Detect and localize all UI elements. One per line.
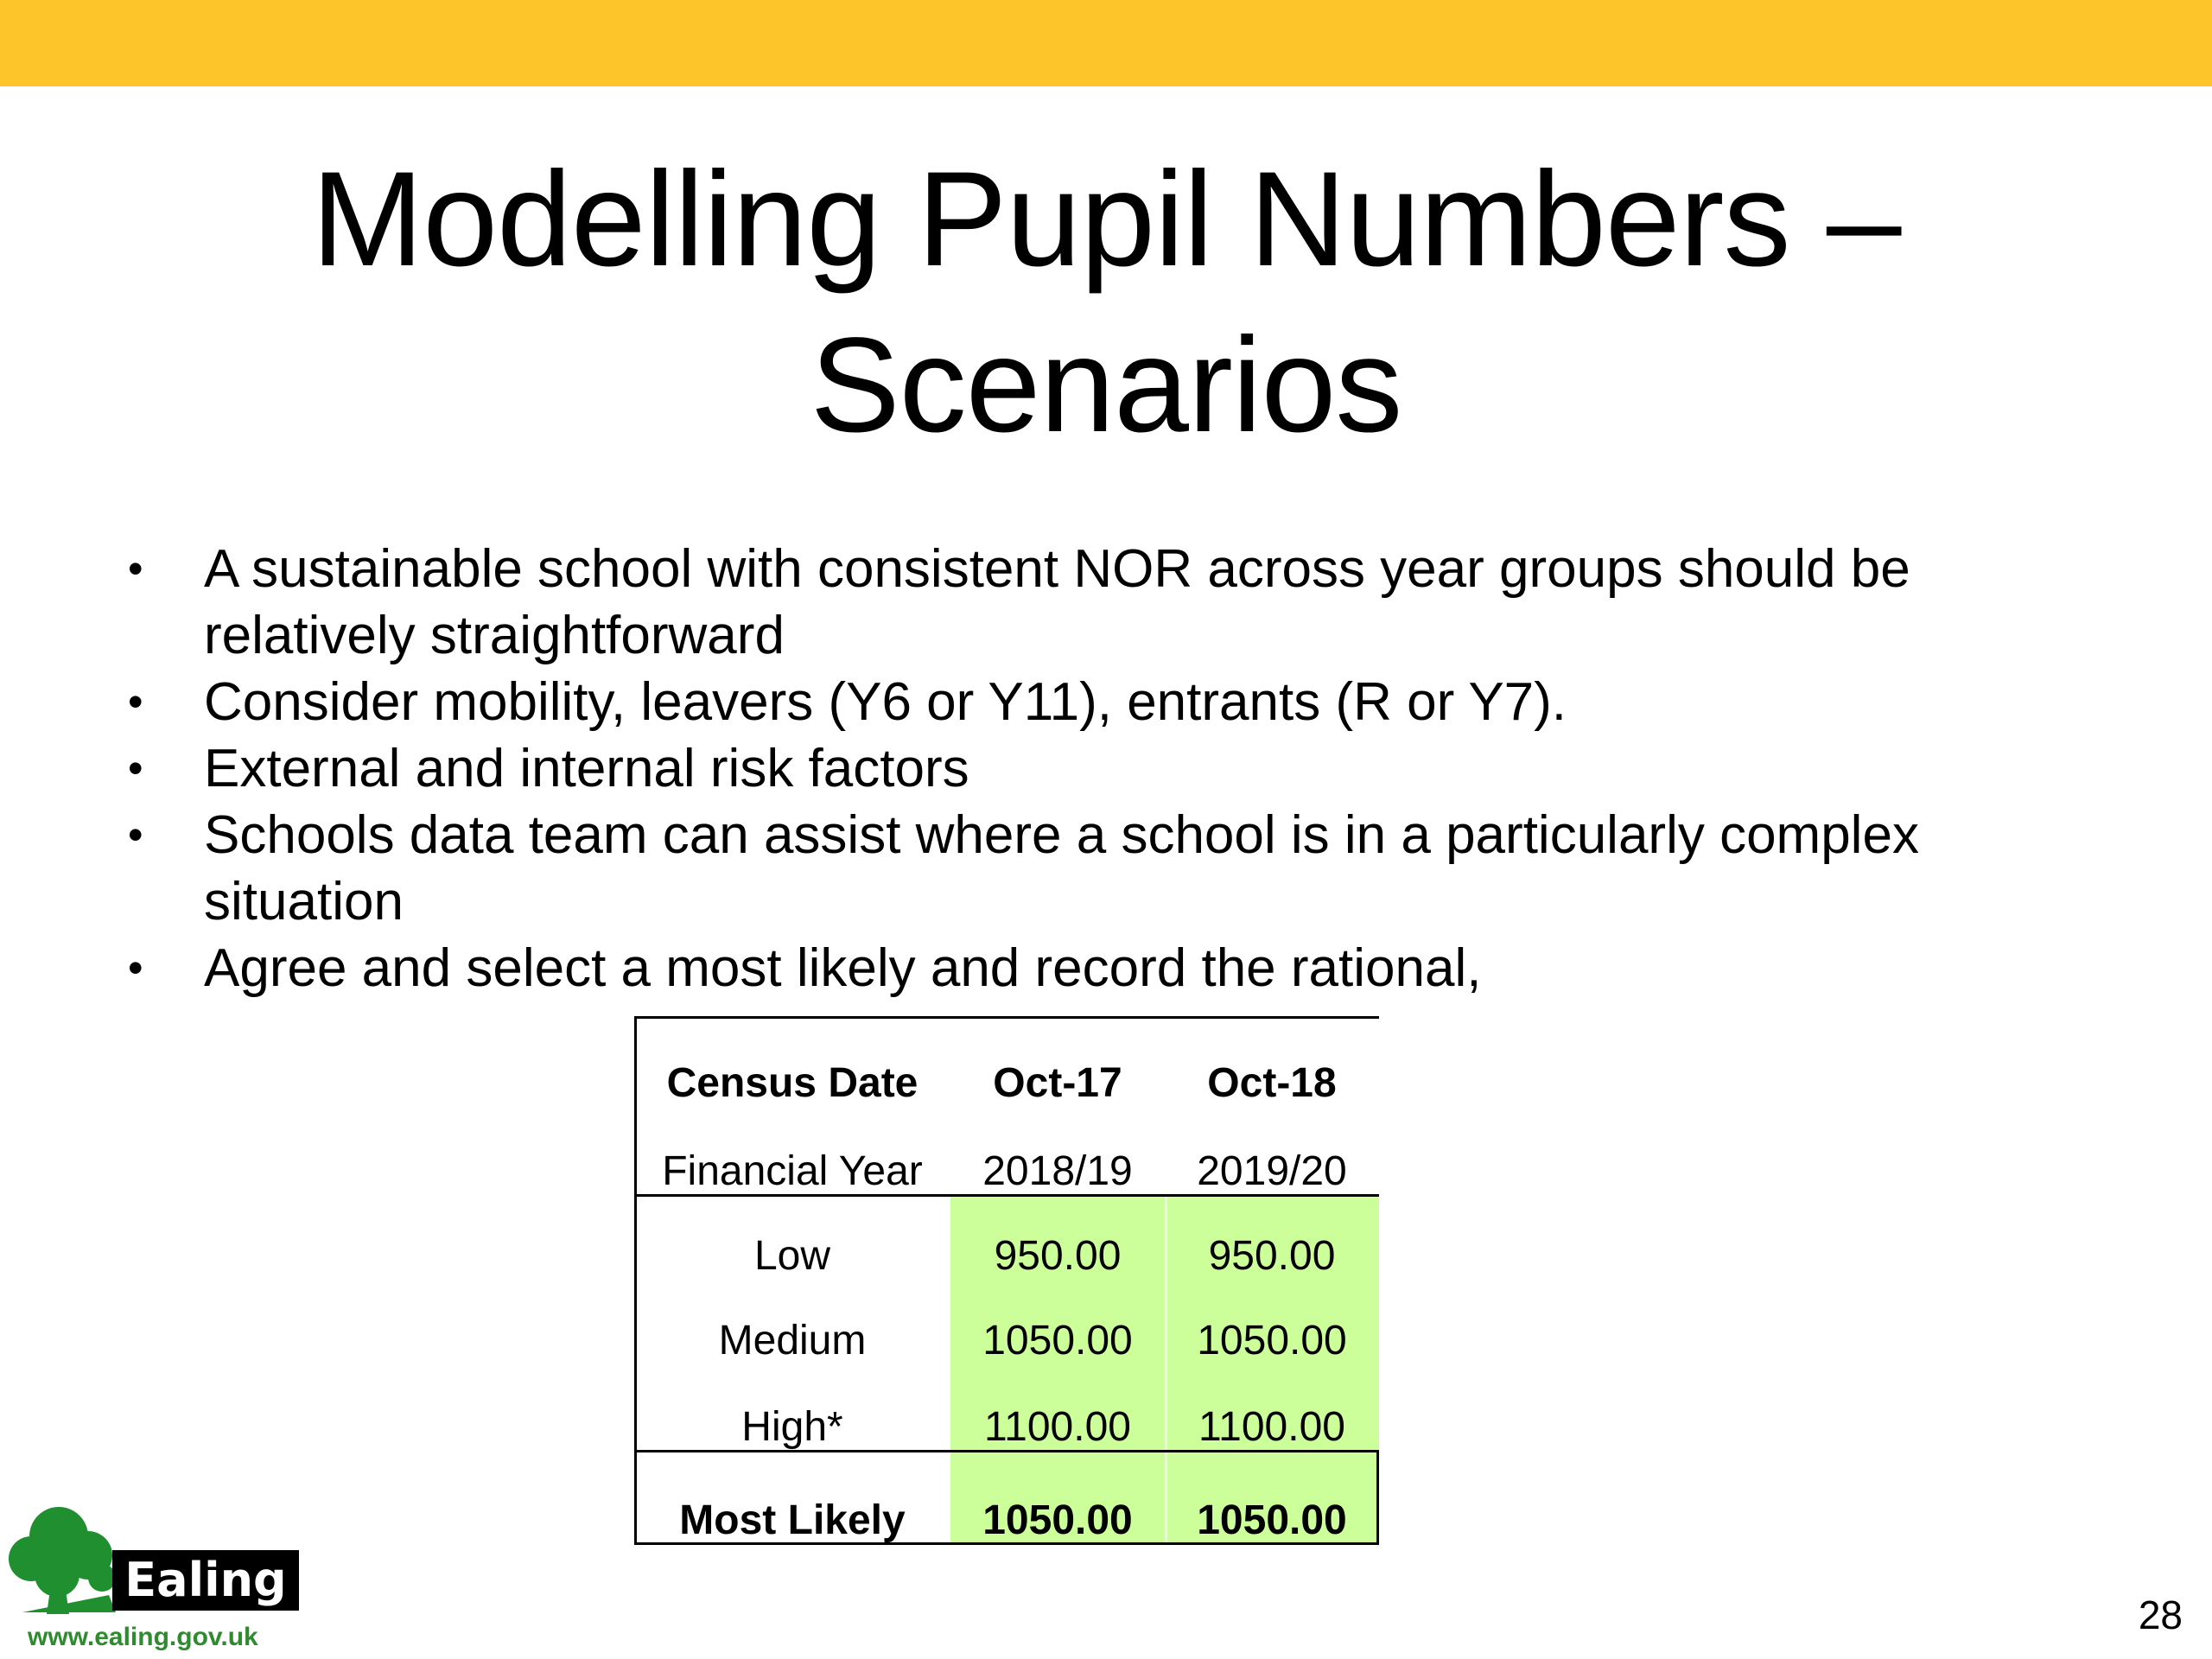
table-border-top (634, 1016, 1379, 1019)
value-low-2: 950.00 (1208, 1233, 1336, 1279)
value-high-2: 1100.00 (1198, 1404, 1345, 1450)
scenario-table (634, 1016, 1379, 1545)
bullet-item: • Consider mobility, leavers (Y6 or Y11), entrants (R or Y7). (121, 669, 2056, 735)
value-medium-2: 1050.00 (1197, 1318, 1347, 1363)
logo-url: www.ealing.gov.uk (28, 1623, 258, 1651)
row-label-low: Low (753, 1233, 831, 1279)
row-label-high: High* (741, 1404, 843, 1450)
financial-year-1: 2018/19 (982, 1148, 1133, 1194)
row-label-medium: Medium (718, 1318, 867, 1363)
logo-wordmark: Ealing (112, 1550, 299, 1611)
header-oct-18: Oct-18 (1207, 1060, 1337, 1106)
slide-title-line-2: Scenarios (810, 310, 1402, 461)
value-medium-1: 1050.00 (982, 1318, 1133, 1363)
row-label-most-likely: Most Likely (679, 1497, 906, 1543)
header-oct-17: Oct-17 (993, 1060, 1122, 1106)
slide-title-line-1: Modelling Pupil Numbers – (311, 144, 1901, 295)
bullet-item: • A sustainable school with consistent NOR across year groups should be relatively straightforward (121, 536, 2056, 669)
value-low-1: 950.00 (994, 1233, 1122, 1279)
page-number: 28 (2138, 1592, 2183, 1637)
header-census-date: Census Date (666, 1060, 918, 1106)
label-financial-year: Financial Year (662, 1148, 923, 1194)
bullet-item: • Agree and select a most likely and record the rational, (121, 935, 2056, 1001)
financial-year-2: 2019/20 (1197, 1148, 1347, 1194)
value-most-likely-1: 1050.00 (982, 1497, 1133, 1543)
ealing-logo (5, 1505, 299, 1652)
bullet-list (121, 536, 2056, 1001)
value-high-1: 1100.00 (984, 1404, 1131, 1450)
bullet-item: • External and internal risk factors (121, 735, 2056, 802)
value-most-likely-2: 1050.00 (1197, 1497, 1347, 1543)
bullet-item: • Schools data team can assist where a school is in a particularly complex situation (121, 802, 2056, 935)
slide-title (0, 137, 2212, 468)
top-accent-bar (0, 0, 2212, 86)
